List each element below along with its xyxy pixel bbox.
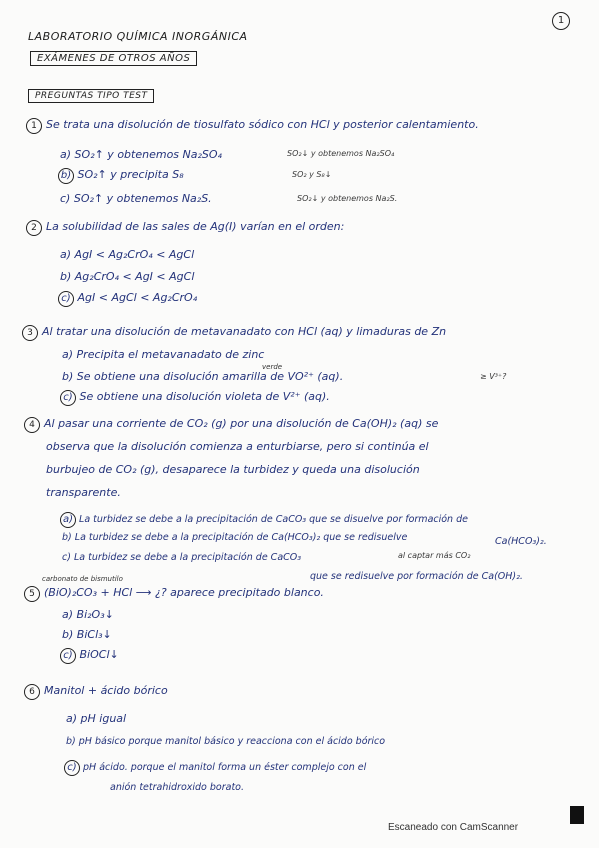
option-text: pH básico porque manitol básico y reacciona con el ácido bórico [78, 736, 386, 747]
option-1c [60, 192, 212, 205]
option-text: La turbidez se debe a la precipitación de CaCO₃ que se disuelve por formación de [79, 514, 468, 525]
option-1c-note: SO₂↓ y obtenemos Na₂S. [297, 194, 398, 203]
option-1b [58, 168, 184, 184]
option-letter: a) [62, 608, 74, 621]
question-4-line-4: transparente. [46, 486, 121, 499]
black-square-mark [570, 806, 584, 824]
option-letter-circled: b) [58, 168, 74, 184]
option-text: Ag₂CrO₄ < AgI < AgCl [74, 270, 195, 283]
option-letter: b) [66, 736, 76, 747]
option-text: Se obtiene una disolución amarilla de VO²⁺ (aq). [76, 370, 344, 383]
option-text: La turbidez se debe a la precipitación de CaCO₃ [73, 552, 302, 563]
question-2 [26, 220, 344, 236]
question-number: 4 [24, 417, 40, 433]
question-3 [22, 325, 446, 341]
option-4c-note: al captar más CO₂ [398, 551, 471, 560]
option-3c [60, 390, 330, 406]
option-2a [60, 248, 194, 261]
option-text: pH ácido. porque el manitol forma un éster complejo con el [83, 762, 367, 773]
question-5 [24, 586, 324, 602]
option-letter: b) [62, 532, 72, 543]
option-letter: a) [62, 348, 74, 361]
question-1 [26, 118, 479, 134]
option-text: La turbidez se debe a la precipitación de Ca(HCO₃)₂ que se redisuelve [74, 532, 408, 543]
option-letter-circled: c) [60, 390, 76, 406]
option-letter: b) [62, 370, 74, 383]
question-5-note: carbonato de bismutilo [42, 575, 123, 583]
option-6c-tail: anión tetrahidroxido borato. [110, 782, 245, 793]
question-number: 3 [22, 325, 38, 341]
option-5a [62, 608, 114, 621]
option-3b-extra: ≥ V³⁺? [480, 372, 507, 381]
option-text: pH igual [80, 712, 127, 725]
option-text: BiCl₃↓ [76, 628, 112, 641]
question-number: 5 [24, 586, 40, 602]
option-5b [62, 628, 112, 641]
option-text: SO₂↑ y obtenemos Na₂SO₄ [74, 148, 222, 161]
option-1a-note: SO₂↓ y obtenemos Na₂SO₄ [287, 149, 395, 158]
question-text: (BiO)₂CO₃ + HCl ⟶ ¿? aparece precipitado blanco. [44, 586, 324, 599]
option-6b [66, 736, 385, 747]
option-1a [60, 148, 222, 161]
option-text: AgI < AgCl < Ag₂CrO₄ [77, 291, 198, 304]
option-2c [58, 291, 197, 307]
option-letter-circled: c) [60, 648, 76, 664]
option-letter: a) [60, 248, 72, 261]
question-4 [24, 417, 438, 433]
question-line: Al pasar una corriente de CO₂ (g) por una disolución de Ca(OH)₂ (aq) se [44, 417, 439, 430]
scanner-watermark: Escaneado con CamScanner [388, 822, 519, 833]
option-6c [64, 760, 366, 776]
question-6 [24, 684, 168, 700]
question-text: Manitol + ácido bórico [44, 684, 168, 697]
option-6a [66, 712, 126, 725]
document-title: LABORATORIO QUÍMICA INORGÁNICA [28, 30, 248, 43]
option-text: Bi₂O₃↓ [76, 608, 114, 621]
option-text: AgI < Ag₂CrO₄ < AgCl [74, 248, 195, 261]
option-letter: b) [62, 628, 74, 641]
option-text: Precipita el metavanadato de zinc [76, 348, 265, 361]
option-text: BiOCl↓ [79, 648, 119, 661]
question-number: 6 [24, 684, 40, 700]
option-3b-note: verde [262, 363, 283, 371]
option-letter-circled: c) [58, 291, 74, 307]
option-4a [60, 512, 468, 528]
option-letter: c) [60, 192, 71, 205]
option-letter: a) [60, 148, 72, 161]
option-letter-circled: a) [60, 512, 76, 528]
option-3b [62, 370, 343, 383]
option-3a [62, 348, 264, 361]
option-4b [62, 532, 407, 543]
question-number: 1 [26, 118, 42, 134]
question-text: La solubilidad de las sales de Ag(I) varían en el orden: [46, 220, 345, 233]
question-number: 2 [26, 220, 42, 236]
option-4b-tail: Ca(HCO₃)₂. [495, 536, 547, 547]
option-5c [60, 648, 119, 664]
option-text: SO₂↑ y obtenemos Na₂S. [73, 192, 212, 205]
question-4-line-3: burbujeo de CO₂ (g), desaparece la turbidez y queda una disolución [46, 463, 420, 476]
option-text: Se obtiene una disolución violeta de V²⁺ (aq). [79, 390, 330, 403]
option-text: SO₂↑ y precipita S₈ [77, 168, 184, 181]
option-4c-tail: que se redisuelve por formación de Ca(OH)₂. [310, 571, 523, 582]
question-text: Al tratar una disolución de metavanadato con HCl (aq) y limaduras de Zn [42, 325, 447, 338]
option-letter: c) [62, 552, 71, 563]
question-text: Se trata una disolución de tiosulfato sódico con HCl y posterior calentamiento. [46, 118, 479, 131]
option-4c [62, 552, 301, 563]
option-letter: b) [60, 270, 72, 283]
page-number: 1 [552, 12, 570, 30]
option-1b-note: SO₂ y S₈↓ [292, 170, 332, 179]
question-4-line-2: observa que la disolución comienza a enturbiarse, pero si continúa el [46, 440, 429, 453]
section-box: PREGUNTAS TIPO TEST [28, 89, 154, 103]
option-letter-circled: c) [64, 760, 80, 776]
option-letter: a) [66, 712, 78, 725]
subtitle-box: EXÁMENES DE OTROS AÑOS [30, 51, 197, 66]
option-2b [60, 270, 194, 283]
